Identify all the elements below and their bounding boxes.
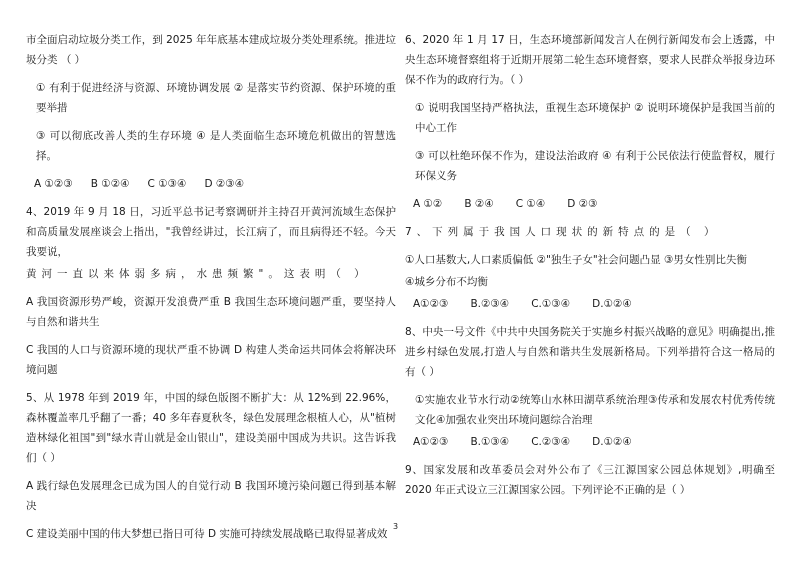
q8-stem: 8、中央一号文件《中共中央国务院关于实施乡村振兴战略的意见》明确提出,推进乡村绿色发展,打造人与自然和谐共生发展新格局。下列举措符合这一格局的有（ ） <box>405 326 775 378</box>
q3-option-d[interactable]: D ②③④ <box>204 178 245 190</box>
q7-option-c[interactable]: C.①③④ <box>531 298 571 310</box>
q8-option-c[interactable]: C.②③④ <box>531 436 571 448</box>
q5-options-c-d[interactable]: C 建设美丽中国的伟大梦想已指日可待 D 实施可持续发展战略已取得显著成效 <box>26 528 388 540</box>
q6-statement-2: ③ 可以杜绝环保不作为，建设法治政府 ④ 有利于公民依法行使监督权，履行环保义务 <box>415 150 775 182</box>
q6-option-d[interactable]: D ②③ <box>567 198 598 210</box>
right-column <box>405 30 775 508</box>
q4-options-c-d[interactable]: C 我国的人口与资源环境的现状严重不协调 D 构建人类命运共同体会将解决环境问题 <box>26 344 396 376</box>
q6-option-c[interactable]: C ①④ <box>515 198 546 210</box>
q5-options-a-b[interactable]: A 践行绿色发展理念已成为国人的自觉行动 B 我国环境污染问题已得到基本解决 <box>26 480 396 512</box>
left-column <box>26 30 399 552</box>
q7-option-d[interactable]: D.①②④ <box>592 298 632 310</box>
q4-stem-a: 4、2019 年 9 月 18 日，习近平总书记考察调研并主持召开黄河流域生态保护和高质量发展座谈会上指出，"我曾经讲过，长江病了，而且病得还不轻。今天我要说， <box>26 206 396 258</box>
q6-option-b[interactable]: B ②④ <box>464 198 494 210</box>
q3-options <box>26 174 396 194</box>
q3-option-a[interactable]: A ①②③ <box>34 178 73 190</box>
q3-statement-1: ① 有利于促进经济与资源、环境协调发展 ② 是落实节约资源、保护环境的重要举措 <box>36 82 396 114</box>
q6-options <box>405 194 775 214</box>
q4-stem-b: 黄河一直以来体弱多病，水患频繁"。这表明（ ） <box>26 268 370 280</box>
q4-options-a-b[interactable]: A 我国资源形势严峻，资源开发浪费严重 B 我国生态环境问题严重，要坚持人与自然和谐共生 <box>26 296 396 328</box>
q7-options <box>405 294 775 314</box>
q3-continuation: 市全面启动垃圾分类工作，到 2025 年年底基本建成垃圾分类处理系统。推进垃圾分类 （ ） <box>26 34 396 66</box>
q6-statement-1: ① 说明我国坚持严格执法，重视生态环境保护 ② 说明环境保护是我国当前的中心工作 <box>415 102 775 134</box>
q3-option-b[interactable]: B ①②④ <box>90 178 130 190</box>
q8-option-d[interactable]: D.①②④ <box>592 436 632 448</box>
q8-option-a[interactable]: A①②③ <box>413 436 449 448</box>
q8-option-b[interactable]: B.①③④ <box>470 436 510 448</box>
q3-option-c[interactable]: C ①③④ <box>147 178 187 190</box>
q8-options <box>405 432 775 452</box>
q6-option-a[interactable]: A ①② <box>413 198 443 210</box>
q7-statement-2: ④城乡分布不均衡 <box>405 276 488 288</box>
page-number: 3 <box>393 522 399 531</box>
q3-statement-2: ③ 可以彻底改善人类的生存环境 ④ 是人类面临生态环境危机做出的智慧选择。 <box>36 130 396 162</box>
q5-stem: 5、从 1978 年到 2019 年，中国的绿色版图不断扩大：从 12%到 22.96%，森林覆盖率几乎翻了一番；40 多年春夏秋冬，绿色发展理念根植人心，从"植树造林绿化祖国"到"绿水青山就是金山银山"，建设美丽中国成为共识。这告诉我们（ ） <box>26 392 396 464</box>
q7-option-b[interactable]: B.②③④ <box>470 298 510 310</box>
q6-stem: 6、2020 年 1 月 17 日，生态环境部新闻发言人在例行新闻发布会上透露，中央生态环境督察组将于近期开展第二轮生态环境督察，要求人民群众举报身边环保不作为的政府行为。（ ） <box>405 34 775 86</box>
q7-statement-1: ①人口基数大,人口素质偏低 ②"独生子女"社会问题凸显 ③男女性别比失衡 <box>405 254 747 266</box>
q7-stem: 7、下列属于我国人口现状的新特点的是（ ） <box>405 226 720 238</box>
q8-statement-1: ①实施农业节水行动②统筹山水林田湖草系统治理③传承和发展农村优秀传统文化④加强农业突出环境问题综合治理 <box>415 394 775 426</box>
q7-option-a[interactable]: A①②③ <box>413 298 449 310</box>
q9-stem: 9、国家发展和改革委员会对外公布了《三江源国家公园总体规划》,明确至 2020 年正式设立三江源国家公园。下列评论不正确的是（ ） <box>405 464 775 496</box>
